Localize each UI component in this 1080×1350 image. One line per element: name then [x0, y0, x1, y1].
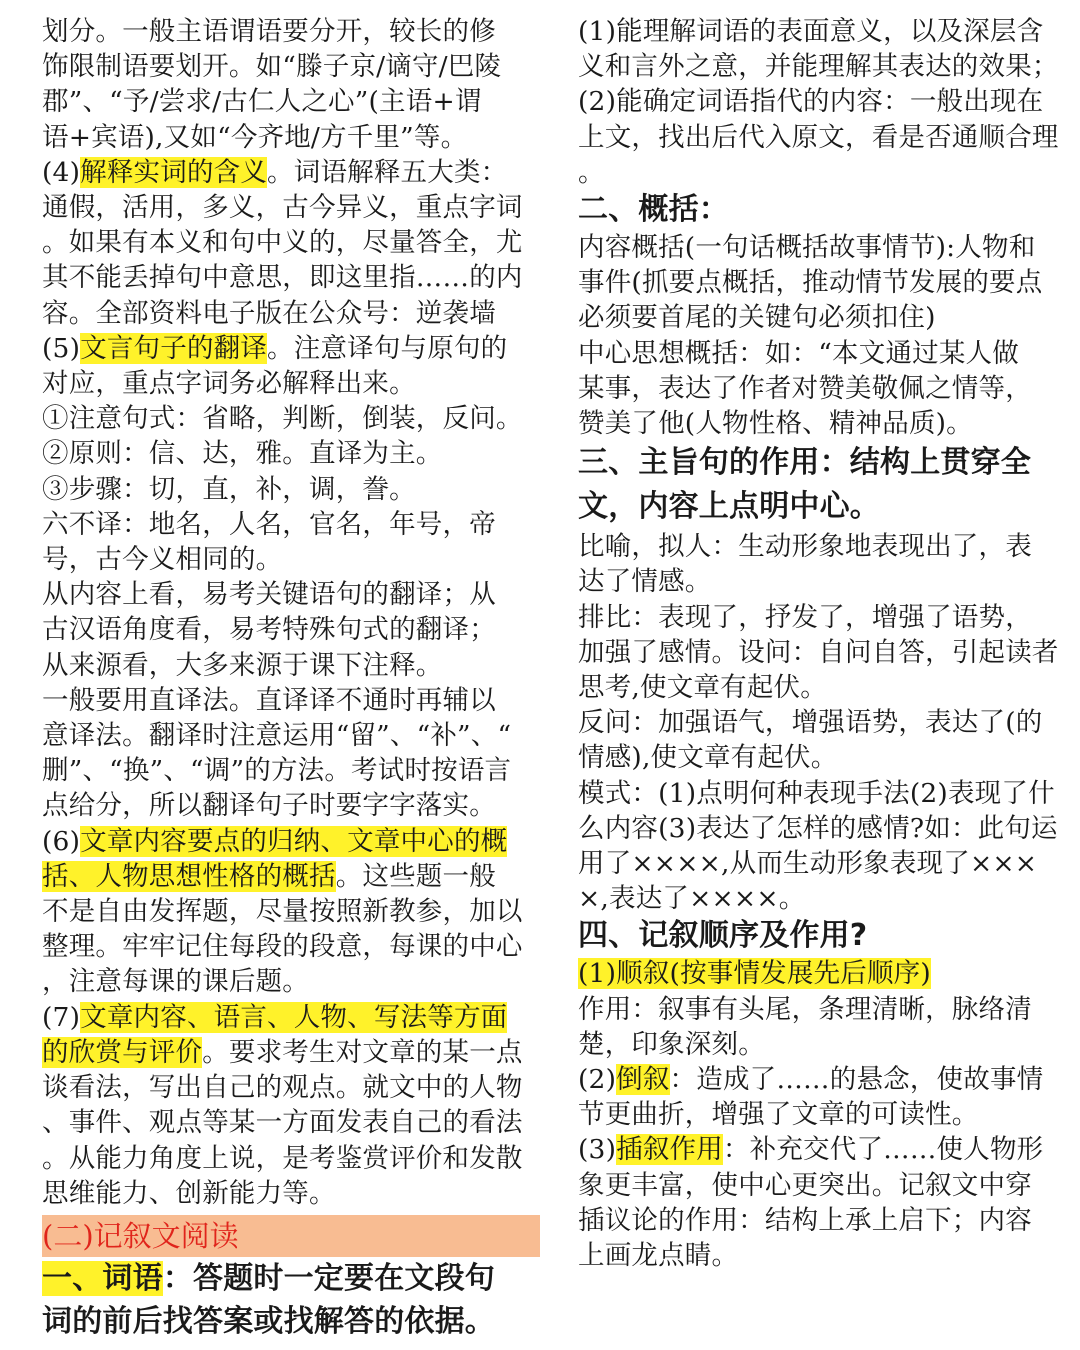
text-line: 点给分，所以翻译句子时要字字落实。 [42, 790, 496, 822]
text-line: 划分。一般主语谓语要分开，较长的修 [42, 16, 496, 47]
text-line: 一般要用直译法。直译译不通时再辅以 [42, 684, 496, 716]
highlight-text: 倒叙 [616, 1064, 670, 1096]
heading-summary: 二、概括： [578, 192, 729, 228]
text-line: (2)能确定词语指代的内容：一般出现在 [578, 86, 1044, 118]
text-line: 反问：加强语气，增强语势，表达了(的 [578, 707, 1043, 739]
text-line: (1)能理解词语的表面意义，以及深层含 [578, 16, 1044, 47]
highlight-text: 一、词语 [42, 1260, 163, 1296]
text-line: 思维能力、创新能力等。 [42, 1177, 336, 1209]
highlight-text: 的欣赏与评价 [42, 1036, 203, 1068]
text-line: 意译法。翻译时注意运用“留”、“补”、“ [42, 720, 512, 752]
text-line: 某事，表达了作者对赞美敬佩之情等， [578, 372, 1032, 404]
text-line: ×,表达了××××。 [578, 883, 806, 915]
text-line: 思考,使文章有起伏。 [578, 672, 827, 704]
highlight-text: 插叙作用 [616, 1134, 723, 1166]
right-column [578, 14, 1076, 1273]
text-line: 必须要首尾的关键句必须扣住) [578, 302, 936, 334]
highlight-text: 文章内容要点的归纳、文章中心的概 [80, 825, 508, 857]
text-line: 号，古今义相同的。 [42, 544, 283, 576]
section-band-narrative-reading: (二)记叙文阅读 [42, 1215, 540, 1257]
item-flashback [578, 1062, 1076, 1097]
text-line: 、事件、观点等某一方面发表自己的看法 [42, 1107, 523, 1139]
item-chronological [578, 956, 1076, 991]
text-line: 节更曲折，增强了文章的可读性。 [578, 1099, 979, 1131]
text-line: 中心思想概括：如：“本文通过某人做 [578, 337, 1019, 369]
item-number: (7) [42, 1001, 81, 1033]
highlight-text: (1)顺叙(按事情发展先后顺序) [578, 958, 931, 990]
text-line: ：造成了……的悬念，使故事情 [669, 1064, 1044, 1096]
highlight-text: 文言句子的翻译 [80, 332, 268, 364]
text-line: 从内容上看，易考关键语句的翻译；从 [42, 579, 496, 611]
text-line: 模式：(1)点明何种表现手法(2)表现了什 [578, 777, 1055, 809]
text-line: 上文，找出后代入原文，看是否通顺合理 [578, 121, 1059, 153]
heading-theme-sentence: 三、主旨句的作用：结构上贯穿全 [578, 445, 1031, 481]
text-line: 。词语解释五大类： [267, 156, 508, 188]
text-line: 整理。牢牢记住每段的段意，每课的中心 [42, 931, 523, 963]
item-number: (6) [42, 825, 81, 857]
text-line: 删”、“换”、“调”的方法。考试时按语言 [42, 755, 512, 787]
item-interpolation [578, 1132, 1076, 1167]
text-line: 。这些题一般 [335, 860, 496, 892]
heading-text: ：答题时一定要在文段句 [162, 1260, 496, 1296]
text-line: 。 [578, 156, 605, 188]
text-line: 象更丰富，使中心更突出。记叙文中穿 [578, 1169, 1032, 1201]
text-line: 不是自由发挥题，尽量按照新教参，加以 [42, 896, 523, 928]
text-line: 容。全部资料电子版在公众号：逆袭墙 [42, 297, 496, 329]
text-line: 语+宾语),又如“今齐地/方千里”等。 [42, 121, 468, 153]
item-7-heading [42, 1000, 542, 1035]
text-line: 饰限制语要划开。如“滕子京/谪守/巴陵 [42, 51, 502, 83]
text-line: 对应，重点字词务必解释出来。 [42, 368, 416, 400]
item-6-heading-cont [42, 859, 542, 894]
text-line: 古汉语角度看，易考特殊句式的翻译； [42, 614, 496, 646]
text-line: 加强了感情。设问：自问自答，引起读者 [578, 636, 1059, 668]
text-line: 楚，印象深刻。 [578, 1028, 765, 1060]
text-line: 谈看法，写出自己的观点。就文中的人物 [42, 1072, 523, 1104]
text-line: 么内容(3)表达了怎样的感情?如：此句运 [578, 812, 1058, 844]
text-line: 。要求考生对文章的某一点 [202, 1036, 523, 1068]
heading-narrative-order: 四、记叙顺序及作用? [578, 918, 868, 954]
text-line: ，注意每课的课后题。 [42, 966, 309, 998]
item-number: (3) [578, 1134, 617, 1166]
highlight-text: 文章内容、语言、人物、写法等方面 [80, 1001, 508, 1033]
text-line: 用了××××,从而生动形象表现了××× [578, 848, 1038, 880]
left-column [42, 14, 542, 1343]
item-number: (2) [578, 1064, 617, 1096]
text-line: 义和言外之意，并能理解其表达的效果； [578, 51, 1059, 83]
text-line: 事件(抓要点概括，推动情节发展的要点 [578, 267, 1043, 299]
heading-words [42, 1257, 542, 1300]
highlight-text: 解释实词的含义 [80, 156, 268, 188]
text-line: 。注意译句与原句的 [267, 332, 508, 364]
text-line: 作用：叙事有头尾，条理清晰，脉络清 [578, 993, 1032, 1025]
heading-theme-sentence-cont: 文，内容上点明中心。 [578, 489, 880, 525]
item-6-heading [42, 824, 542, 859]
text-line: 赞美了他(人物性格、精神品质)。 [578, 408, 973, 440]
heading-words-cont: 词的前后找答案或找解答的依据。 [42, 1303, 495, 1339]
item-4-heading [42, 155, 542, 190]
text-line: ：补充交代了……使人物形 [722, 1134, 1044, 1166]
text-line: 六不译：地名，人名，官名，年号，帝 [42, 508, 496, 540]
text-line: 内容概括(一句话概括故事情节):人物和 [578, 232, 1036, 264]
text-line: 。如果有本义和句中义的，尽量答全，尤 [42, 227, 523, 259]
highlight-text: 括、人物思想性格的概括 [42, 860, 336, 892]
text-line: 从来源看，大多来源于课下注释。 [42, 649, 443, 681]
text-line: 比喻，拟人：生动形象地表现出了，表 [578, 531, 1032, 563]
text-line: ③步骤：切，直，补，调，誊。 [42, 473, 416, 505]
text-line: ②原则：信、达，雅。直译为主。 [42, 438, 443, 470]
item-number: (4) [42, 156, 81, 188]
text-line: 其不能丢掉句中意思，即这里指……的内 [42, 262, 523, 294]
text-line: 郡”、“予/尝求/古仁人之心”(主语+谓 [42, 86, 482, 118]
item-5-heading [42, 331, 542, 366]
item-7-heading-cont [42, 1035, 542, 1070]
text-line: 。从能力角度上说，是考鉴赏评价和发散 [42, 1142, 523, 1174]
text-line: 达了情感。 [578, 566, 712, 598]
item-number: (5) [42, 332, 81, 364]
text-line: 通假，活用，多义，古今异义，重点字词 [42, 192, 523, 224]
text-line: ①注意句式：省略，判断，倒装，反问。 [42, 403, 523, 435]
text-line: 排比：表现了，抒发了，增强了语势， [578, 601, 1032, 633]
text-line: 插议论的作用：结构上承上启下；内容 [578, 1204, 1032, 1236]
text-line: 情感),使文章有起伏。 [578, 742, 838, 774]
text-line: 上画龙点睛。 [578, 1240, 739, 1272]
